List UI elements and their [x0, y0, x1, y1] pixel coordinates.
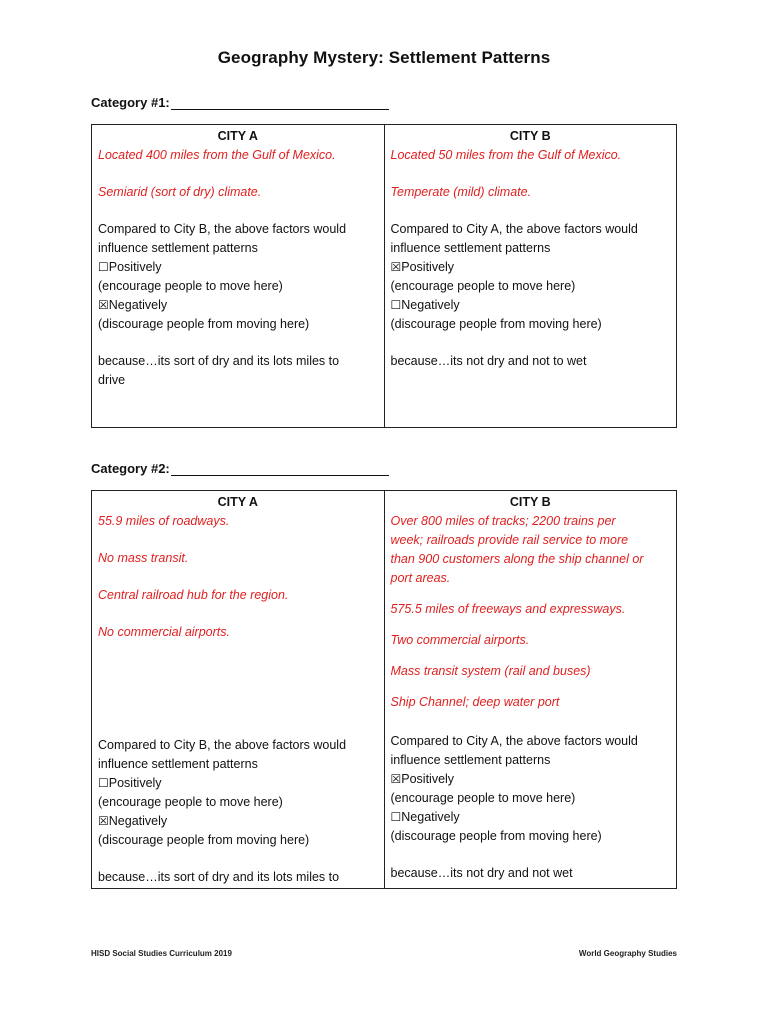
- because-answer: drive: [98, 373, 126, 387]
- city-a-cell: [92, 491, 384, 888]
- checkbox-checked-icon[interactable]: ☒: [390, 260, 402, 274]
- checkbox-icon[interactable]: ☐: [98, 776, 109, 790]
- negatively-option[interactable]: [98, 296, 378, 315]
- positively-option[interactable]: [98, 774, 378, 793]
- negatively-option[interactable]: [391, 296, 671, 315]
- checkbox-checked-icon[interactable]: ☒: [98, 814, 109, 828]
- negatively-option[interactable]: [391, 808, 671, 827]
- answer-line[interactable]: [171, 463, 389, 476]
- compare-text: influence settlement patterns: [98, 241, 258, 255]
- compare-text: influence settlement patterns: [390, 753, 551, 767]
- footer-right: World Geography Studies: [578, 949, 677, 958]
- category-2-table: [91, 490, 677, 889]
- checkbox-icon[interactable]: ☐: [98, 260, 109, 274]
- because-answer: because…its sort of dry and its lots miles to: [98, 870, 340, 884]
- city-a-header: CITY A: [217, 495, 258, 509]
- fact: Located 400 miles from the Gulf of Mexico.: [98, 148, 336, 162]
- compare-text: Compared to City B, the above factors would: [98, 222, 347, 236]
- city-a-cell: [92, 125, 384, 427]
- compare-text: influence settlement patterns: [98, 757, 258, 771]
- fact: than 900 customers along the ship channel or: [390, 552, 644, 566]
- positively-option[interactable]: [391, 770, 671, 789]
- option-label: Negatively: [108, 298, 168, 312]
- compare-text: Compared to City B, the above factors would: [98, 738, 347, 752]
- fact: week; railroads provide rail service to more: [390, 533, 629, 547]
- category-label-text: Category #2:: [91, 461, 170, 476]
- positively-option[interactable]: [98, 258, 378, 277]
- option-note: (discourage people from moving here): [98, 317, 310, 331]
- option-note: (encourage people to move here): [390, 279, 576, 293]
- fact: port areas.: [390, 571, 451, 585]
- category-2-label: [91, 461, 389, 476]
- city-b-header: CITY B: [509, 129, 551, 143]
- option-note: (encourage people to move here): [98, 279, 283, 293]
- fact: Located 50 miles from the Gulf of Mexico.: [390, 148, 622, 162]
- fact: Two commercial airports.: [390, 633, 530, 647]
- option-note: (discourage people from moving here): [390, 317, 602, 331]
- option-note: (discourage people from moving here): [98, 833, 310, 847]
- city-b-cell: [384, 125, 677, 427]
- checkbox-checked-icon[interactable]: ☒: [390, 772, 402, 786]
- option-label: Negatively: [108, 814, 168, 828]
- option-note: (encourage people to move here): [98, 795, 283, 809]
- fact: Central railroad hub for the region.: [98, 588, 289, 602]
- city-b-cell: [384, 491, 677, 888]
- category-1-label: [91, 95, 389, 110]
- fact: Over 800 miles of tracks; 2200 trains per: [390, 514, 616, 528]
- option-label: Positively: [401, 772, 455, 786]
- because-answer: because…its not dry and not wet: [390, 866, 573, 880]
- city-b-header: CITY B: [509, 495, 551, 509]
- city-a-header: CITY A: [217, 129, 258, 143]
- option-label: Negatively: [401, 810, 460, 824]
- fact: Ship Channel; deep water port: [390, 695, 560, 709]
- option-label: Positively: [108, 776, 162, 790]
- fact: 55.9 miles of roadways.: [98, 514, 230, 528]
- compare-text: influence settlement patterns: [390, 241, 551, 255]
- page-title: Geography Mystery: Settlement Patterns: [217, 48, 551, 67]
- fact: 575.5 miles of freeways and expressways.: [390, 602, 626, 616]
- option-note: (encourage people to move here): [390, 791, 576, 805]
- option-note: (discourage people from moving here): [390, 829, 602, 843]
- because-answer: because…its not dry and not to wet: [390, 354, 587, 368]
- compare-text: Compared to City A, the above factors would: [390, 222, 638, 236]
- checkbox-icon[interactable]: ☐: [390, 810, 402, 824]
- fact: No commercial airports.: [98, 625, 230, 639]
- option-label: Positively: [108, 260, 162, 274]
- fact: Semiarid (sort of dry) climate.: [98, 185, 262, 199]
- footer-left: HISD Social Studies Curriculum 2019: [91, 949, 232, 958]
- negatively-option[interactable]: [98, 812, 378, 831]
- positively-option[interactable]: [391, 258, 671, 277]
- because-answer: because…its sort of dry and its lots miles to: [98, 354, 340, 368]
- fact: No mass transit.: [98, 551, 189, 565]
- category-label-text: Category #1:: [91, 95, 170, 110]
- answer-line[interactable]: [171, 97, 389, 110]
- checkbox-icon[interactable]: ☐: [390, 298, 402, 312]
- fact: Temperate (mild) climate.: [390, 185, 532, 199]
- category-1-table: [91, 124, 677, 428]
- checkbox-checked-icon[interactable]: ☒: [98, 298, 109, 312]
- option-label: Positively: [401, 260, 455, 274]
- fact: Mass transit system (rail and buses): [390, 664, 591, 678]
- compare-text: Compared to City A, the above factors would: [390, 734, 638, 748]
- option-label: Negatively: [401, 298, 460, 312]
